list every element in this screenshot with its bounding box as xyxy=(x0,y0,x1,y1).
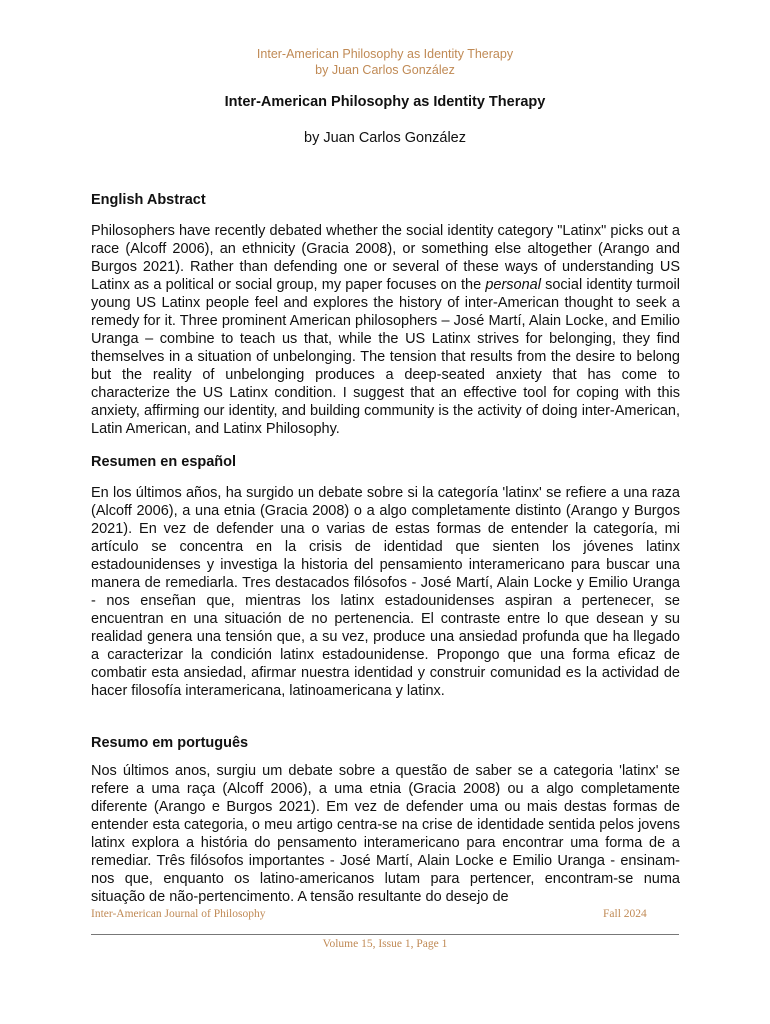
running-head-title: Inter-American Philosophy as Identity Therapy xyxy=(256,47,514,61)
english-abstract-text-end: social identity turmoil young US Latinx people feel and explores the history of inter-American thought to seek a remedy for it. Three prominent American philosophers – José Martí, Alain Locke, and Emilio Uranga – combine to teach us that, while the US Latinx strives for belonging, they find themselves in a situation of unbelonging. The tension that results from the desire to belong but the reality of unbelonging produces a deep-seated anxiety that has come to characterize the US Latinx condition. I suggest that an effective tool for coping with this anxiety, affirming our identity, and building community is the activity of doing inter-American, Latin American, and Latinx Philosophy. xyxy=(91,277,680,437)
footer-season: Fall 2024 xyxy=(603,908,647,920)
english-abstract-text xyxy=(91,222,680,438)
abstracts-body xyxy=(91,190,680,714)
portuguese-abstract-clip xyxy=(91,762,680,906)
footer-volume-page: Volume 15, Issue 1, Page 1 xyxy=(322,938,448,950)
english-abstract-emphasis: personal xyxy=(485,277,541,293)
english-abstract-heading: English Abstract xyxy=(91,192,206,208)
portuguese-abstract-heading: Resumo em português xyxy=(91,735,249,751)
spanish-abstract-heading: Resumen en español xyxy=(91,454,237,470)
english-abstract-text-start: Philosophers have recently debated whether the social identity category "Latinx" picks out a race (Alcoff 2006), an ethnicity (Gracia 2008), or something else altogether (Arango and Burgos 2021). Rather than defending one or several of these ways of understanding US Latinx as a political or social group, my paper focuses on the xyxy=(91,223,680,293)
article-title: Inter-American Philosophy as Identity Therapy xyxy=(224,94,546,110)
portuguese-section xyxy=(91,733,680,765)
spanish-abstract-text: En los últimos años, ha surgido un debate sobre si la categoría 'latinx' se refiere a una raza (Alcoff 2006), a una etnia (Gracia 2008) o a algo completamente distinto (Arango y Burgos 2021). En vez de defender una o varias de estas formas de entender la categoría, mi artículo se concentra en la crisis de identidad que sienten los jóvenes latinx estadounidenses y investiga la historia del pensamiento interamericano para buscar una manera de remediarla. Tres destacados filósofos - José Martí, Alain Locke y Emilio Uranga - nos enseñan que, mientras los latinx estadounidenses aspiran a pertenecer, se encuentran en una situación de no pertenencia. El contraste entre lo que desean y su realidad genera una tensión que, a su vez, produce una ansiedad profunda que ha llegado a caracterizar la condición latinx estadounidense. Propongo que una forma eficaz de combatir esta ansiedad, afirmar nuestra identidad y construir comunidad es la actividad de hacer filosofía interamericana, latinoamericana y latinx. xyxy=(91,485,680,699)
running-head xyxy=(0,46,770,78)
footer-journal-name: Inter-American Journal of Philosophy xyxy=(91,908,266,920)
running-head-author: by Juan Carlos González xyxy=(315,63,455,77)
footer-divider xyxy=(91,934,679,935)
article-byline: by Juan Carlos González xyxy=(304,130,466,146)
portuguese-abstract-text: Nos últimos anos, surgiu um debate sobre a questão de saber se a categoria 'latinx' se refere a uma raça (Alcoff 2006), a uma etnia (Gracia 2008) ou a algo completamente diferente (Arango e Burgos 2021). Em vez de defender uma ou mais destas formas de entender esta categoria, o meu artigo centra-se na crise de identidade sentida pelos jovens latinx explora a história do pensamento interamericano para encontrar uma forma de a remediar. Três filósofos importantes - José Martí, Alain Locke e Emilio Uranga - ensinam-nos que, enquanto os latino-americanos lutam para pertencer, encontram-se numa situação de não-pertencimento. A tensão resultante do desejo de xyxy=(91,763,680,905)
